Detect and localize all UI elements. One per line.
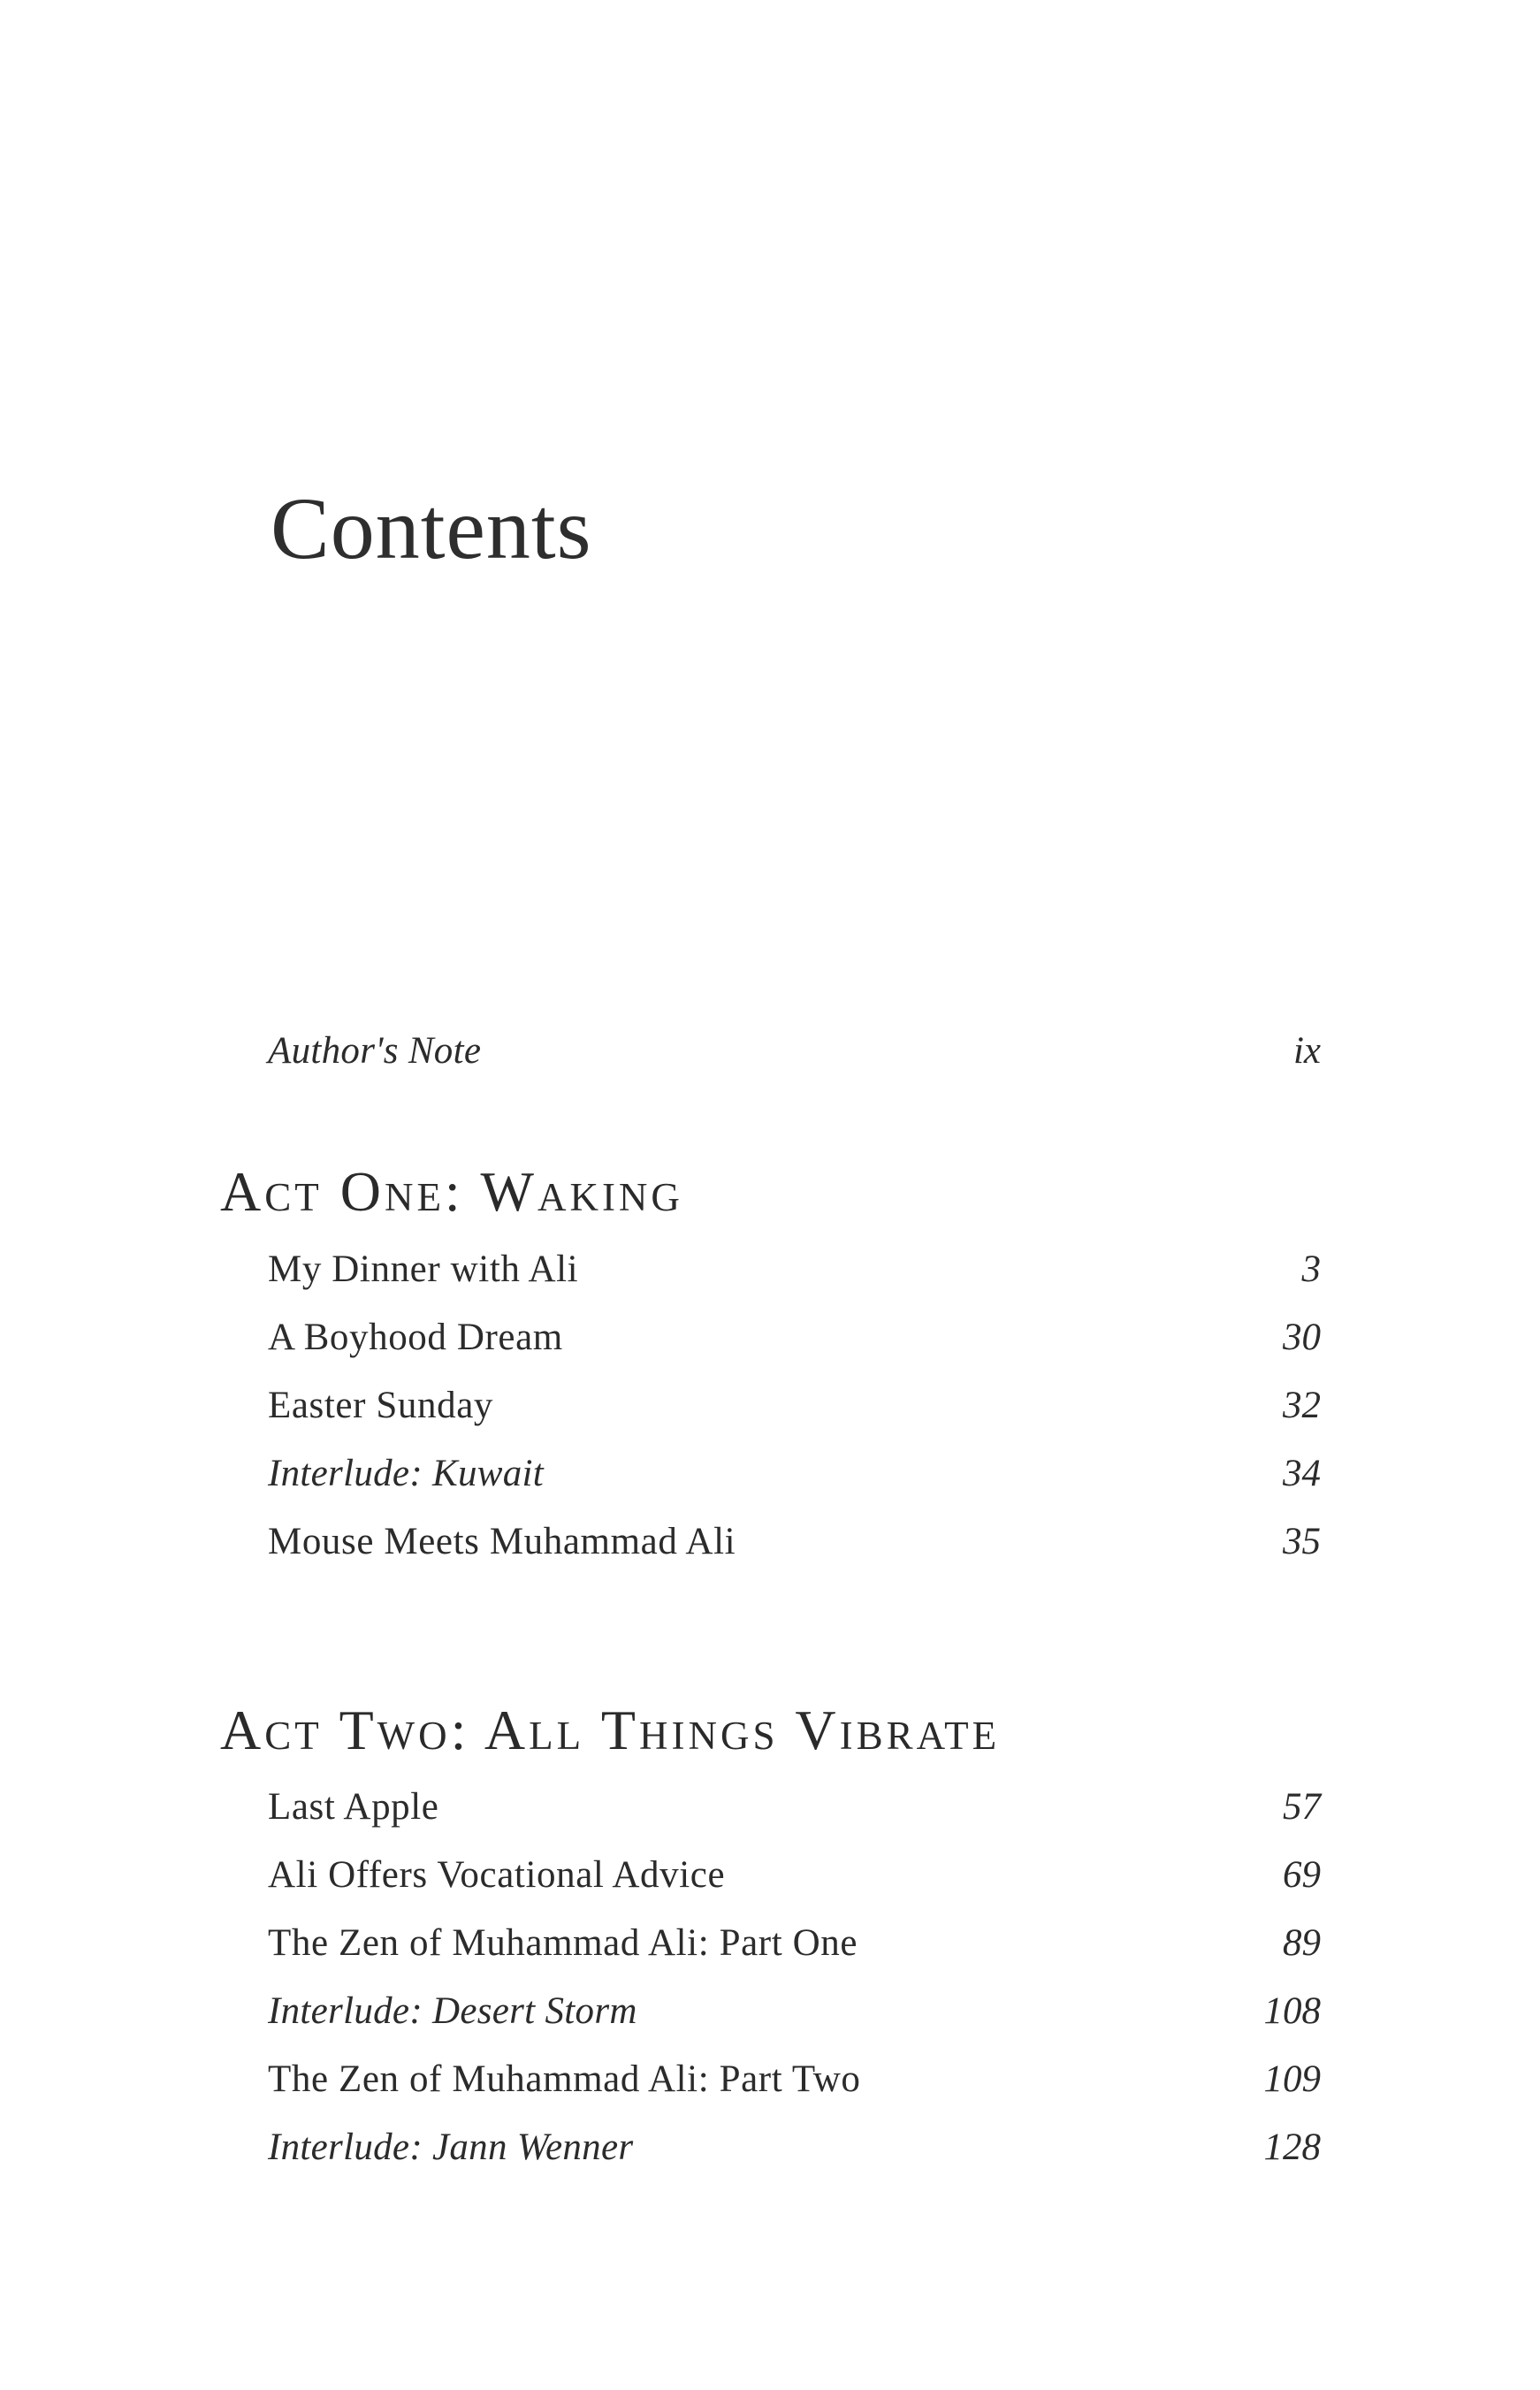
section-heading-act-two: Act Two: All Things Vibrate	[220, 1699, 1001, 1761]
toc-entry-label: Interlude: Jann Wenner	[268, 2127, 634, 2168]
toc-entry-page-number: 69	[1283, 1854, 1321, 1896]
toc-entry[interactable]	[0, 1918, 1540, 1962]
toc-entry-label: A Boyhood Dream	[268, 1317, 563, 1358]
toc-entry[interactable]	[0, 1380, 1540, 1424]
toc-entry-label: Author's Note	[268, 1030, 482, 1072]
toc-entry-page-number: 35	[1283, 1521, 1321, 1562]
toc-entry-label: Interlude: Desert Storm	[268, 1990, 637, 2032]
toc-entry-label: Mouse Meets Muhammad Ali	[268, 1521, 736, 1562]
section-heading-act-one: Act One: Waking	[220, 1160, 683, 1223]
toc-entry-page-number: 128	[1263, 2127, 1321, 2168]
toc-entry-interlude[interactable]	[0, 1986, 1540, 2030]
toc-entry-page-number: 3	[1301, 1248, 1321, 1290]
toc-entry-page-number: 108	[1263, 1990, 1321, 2032]
toc-entry-label: My Dinner with Ali	[268, 1248, 579, 1290]
toc-entry-label: The Zen of Muhammad Ali: Part One	[268, 1922, 858, 1964]
toc-entry[interactable]	[0, 1244, 1540, 1288]
page-title: Contents	[271, 479, 592, 577]
toc-entry-authors-note[interactable]	[0, 1026, 1540, 1070]
toc-entry[interactable]	[0, 1782, 1540, 1826]
toc-entry-page-number: 34	[1283, 1453, 1321, 1494]
toc-entry-label: Interlude: Kuwait	[268, 1453, 545, 1494]
toc-entry-label: The Zen of Muhammad Ali: Part Two	[268, 2058, 861, 2100]
toc-entry[interactable]	[0, 2054, 1540, 2098]
toc-entry-page-number: 32	[1283, 1385, 1321, 1426]
toc-entry-page-number: ix	[1292, 1030, 1321, 1072]
toc-entry[interactable]	[0, 1516, 1540, 1561]
toc-entry-interlude[interactable]	[0, 2122, 1540, 2166]
toc-entry-page-number: 109	[1263, 2058, 1321, 2100]
toc-entry-interlude[interactable]	[0, 1448, 1540, 1493]
toc-entry-page-number: 89	[1283, 1922, 1321, 1964]
toc-entry-label: Last Apple	[268, 1786, 439, 1828]
toc-entry-page-number: 57	[1283, 1786, 1321, 1828]
toc-entry-page-number: 30	[1283, 1317, 1321, 1358]
toc-entry[interactable]	[0, 1850, 1540, 1894]
toc-entry-label: Ali Offers Vocational Advice	[268, 1854, 726, 1896]
toc-entry[interactable]	[0, 1312, 1540, 1356]
toc-entry-label: Easter Sunday	[268, 1385, 493, 1426]
